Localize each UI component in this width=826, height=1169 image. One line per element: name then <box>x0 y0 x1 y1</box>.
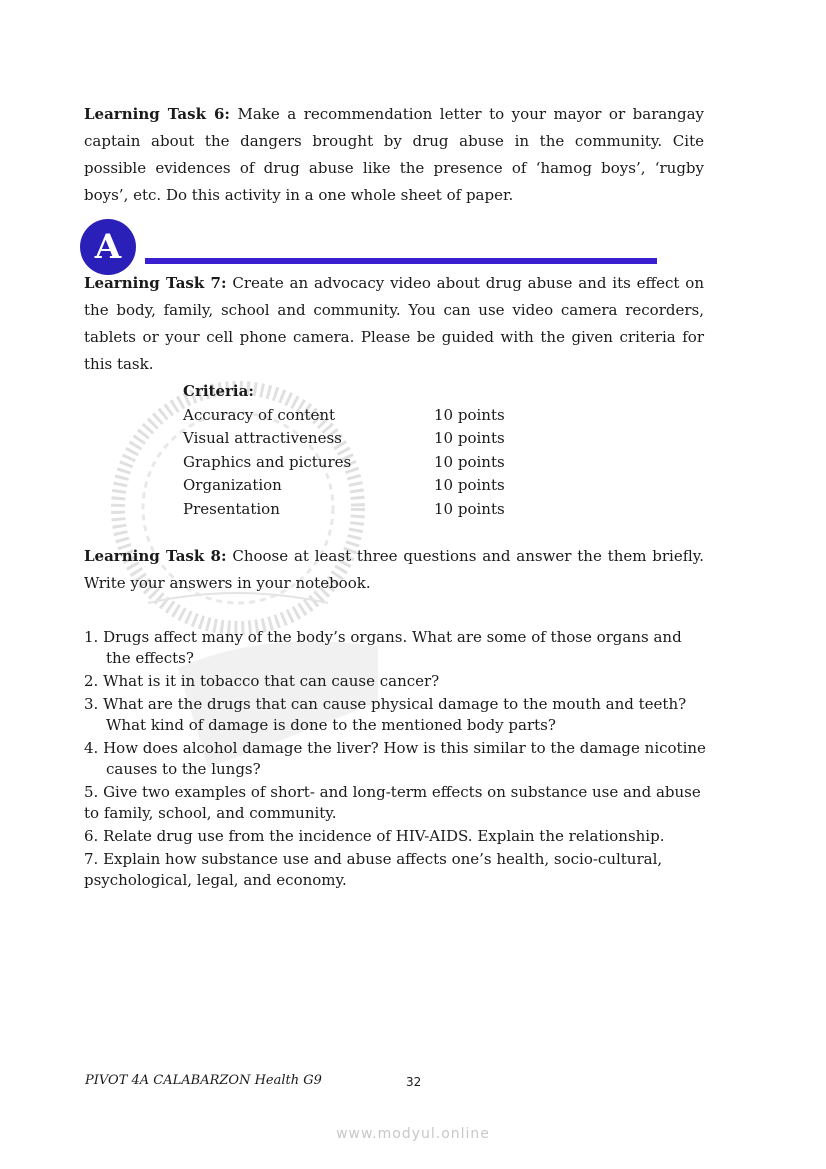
criteria-points: 10 points <box>434 429 505 447</box>
watermark-url: www.modyul.online <box>336 1126 490 1142</box>
task6-label: Learning Task 6: <box>84 105 230 123</box>
criteria-points: 10 points <box>434 452 505 471</box>
criteria-name: Visual attractiveness <box>183 429 342 447</box>
criteria-row <box>183 498 505 522</box>
question-item: 2. What is it in tobacco that can cause cancer? <box>84 672 440 690</box>
section-letter-badge: A <box>80 219 136 275</box>
task7-text: Create an advocacy video about drug abuse and its effect on the body, family, school and community. You can use video camera recorders, tablets or your cell phone camera. Please be guided with the given criteria for this task. <box>84 274 704 373</box>
task8-label: Learning Task 8: <box>84 547 227 565</box>
task8-text: Choose at least three questions and answer the them briefly. Write your answers in your notebook. <box>84 547 704 592</box>
criteria-row <box>183 474 505 498</box>
question-item: 1. Drugs affect many of the body’s organs. What are some of those organs and the effects? <box>84 628 682 667</box>
question-list <box>84 627 706 893</box>
question-item: 5. Give two examples of short- and long-term effects on substance use and abuse to family, school, and community. <box>84 783 701 822</box>
question-item: 7. Explain how substance use and abuse affects one’s health, socio-cultural, psychological, legal, and economy. <box>84 850 663 889</box>
criteria-points: 10 points <box>434 405 505 424</box>
criteria-row <box>183 427 505 451</box>
criteria-name: Organization <box>183 476 282 494</box>
criteria-name: Accuracy of content <box>183 405 336 424</box>
question-item: 6. Relate drug use from the incidence of HIV-AIDS. Explain the relationship. <box>84 827 665 845</box>
criteria-name: Presentation <box>183 499 280 518</box>
task6-text: Make a recommendation letter to your mayor or barangay captain about the dangers brought by drug abuse in the community. Cite possible evidences of drug abuse like the presence of ‘hamog boys’, ‘rugby boys’, etc. Do this activity in a one whole sheet of paper. <box>84 105 704 204</box>
task7-label: Learning Task 7: <box>84 274 227 292</box>
criteria-row <box>183 404 505 428</box>
criteria-heading: Criteria: <box>183 382 254 400</box>
criteria-table <box>183 380 505 521</box>
section-divider <box>145 258 657 264</box>
learning-task-7 <box>84 270 704 378</box>
criteria-points: 10 points <box>434 476 505 494</box>
learning-task-6 <box>84 101 704 209</box>
learning-task-8 <box>84 543 704 597</box>
page-number: 32 <box>406 1075 422 1089</box>
question-item: 3. What are the drugs that can cause physical damage to the mouth and teeth? What kind of damage is done to the mentioned body parts? <box>84 695 687 734</box>
criteria-points: 10 points <box>434 499 505 518</box>
question-item: 4. How does alcohol damage the liver? How is this similar to the damage nicotine causes to the lungs? <box>84 739 706 778</box>
criteria-row <box>183 451 505 475</box>
criteria-name: Graphics and pictures <box>183 452 352 471</box>
footer-title: PIVOT 4A CALABARZON Health G9 <box>85 1073 322 1088</box>
